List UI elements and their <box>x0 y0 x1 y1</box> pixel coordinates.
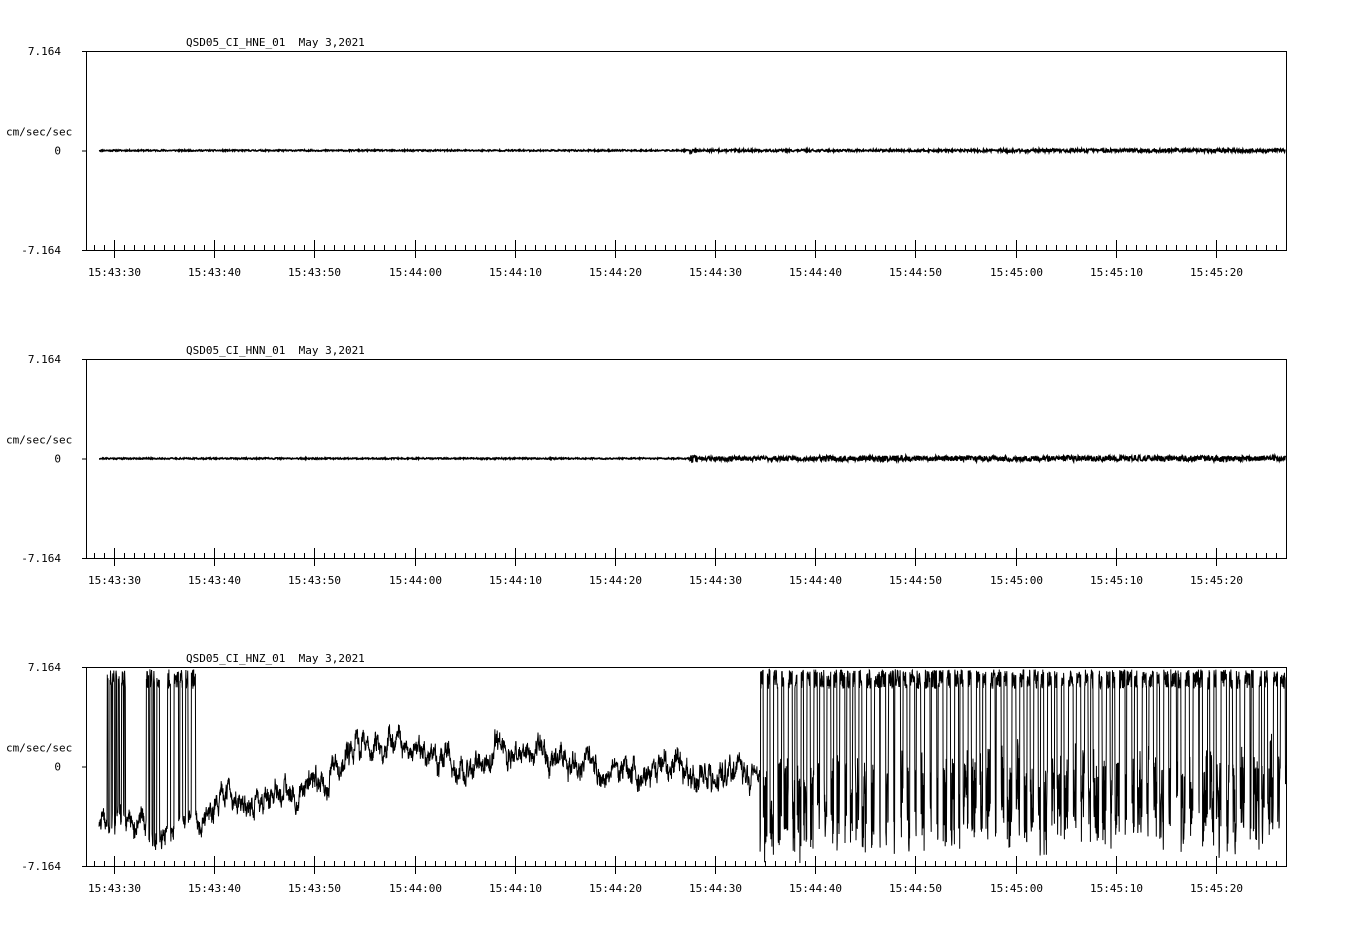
x-tick-label: 15:44:40 <box>789 574 842 587</box>
x-tick-label: 15:44:50 <box>889 266 942 279</box>
panel-title: QSD05_CI_HNE_01 May 3,2021 <box>186 36 365 49</box>
x-tick-label: 15:43:50 <box>288 574 341 587</box>
y-axis-label: cm/sec/sec <box>6 125 73 139</box>
y-axis-label: cm/sec/sec <box>6 741 73 755</box>
x-tick-label: 15:43:30 <box>88 882 141 895</box>
y-tick-label: -7.164 <box>21 552 61 565</box>
panel-1 <box>6 36 1287 279</box>
y-tick-label: 0 <box>54 760 61 774</box>
x-tick-label: 15:43:50 <box>288 266 341 279</box>
x-tick-label: 15:45:10 <box>1090 266 1143 279</box>
x-tick-label: 15:44:20 <box>589 266 642 279</box>
x-tick-label: 15:44:10 <box>489 574 542 587</box>
x-tick-label: 15:44:40 <box>789 266 842 279</box>
x-tick-label: 15:44:00 <box>389 574 442 587</box>
x-tick-label: 15:44:30 <box>689 574 742 587</box>
panel-3 <box>6 652 1287 895</box>
x-tick-label: 15:45:20 <box>1190 882 1243 895</box>
x-tick-label: 15:43:40 <box>188 882 241 895</box>
x-tick-label: 15:45:10 <box>1090 574 1143 587</box>
y-tick-label: -7.164 <box>21 244 61 257</box>
y-tick-label: -7.164 <box>21 860 61 873</box>
waveform-trace <box>99 456 1286 463</box>
x-tick-label: 15:44:00 <box>389 882 442 895</box>
x-tick-label: 15:43:50 <box>288 882 341 895</box>
x-tick-label: 15:44:30 <box>689 882 742 895</box>
x-tick-label: 15:45:00 <box>990 574 1043 587</box>
x-tick-label: 15:44:40 <box>789 882 842 895</box>
x-tick-label: 15:44:50 <box>889 882 942 895</box>
x-tick-label: 15:45:10 <box>1090 882 1143 895</box>
x-tick-label: 15:44:50 <box>889 574 942 587</box>
x-tick-label: 15:44:10 <box>489 266 542 279</box>
x-tick-label: 15:43:30 <box>88 574 141 587</box>
x-tick-label: 15:45:00 <box>990 266 1043 279</box>
x-tick-label: 15:44:20 <box>589 882 642 895</box>
waveform-trace <box>99 148 1286 154</box>
y-tick-label: 7.164 <box>27 353 61 366</box>
x-tick-label: 15:43:40 <box>188 266 241 279</box>
y-tick-label: 7.164 <box>27 661 61 674</box>
x-tick-label: 15:43:30 <box>88 266 141 279</box>
y-axis-label: cm/sec/sec <box>6 433 73 447</box>
x-tick-label: 15:45:00 <box>990 882 1043 895</box>
x-tick-label: 15:45:20 <box>1190 574 1243 587</box>
y-tick-label: 0 <box>54 452 61 466</box>
panel-2 <box>6 344 1287 587</box>
y-tick-label: 0 <box>54 144 61 158</box>
waveform-trace <box>99 669 1286 863</box>
x-tick-label: 15:44:20 <box>589 574 642 587</box>
x-tick-label: 15:44:10 <box>489 882 542 895</box>
x-tick-label: 15:45:20 <box>1190 266 1243 279</box>
x-tick-label: 15:44:30 <box>689 266 742 279</box>
x-tick-label: 15:43:40 <box>188 574 241 587</box>
panel-title: QSD05_CI_HNN_01 May 3,2021 <box>186 344 365 357</box>
y-tick-label: 7.164 <box>27 45 61 58</box>
x-tick-label: 15:44:00 <box>389 266 442 279</box>
panel-title: QSD05_CI_HNZ_01 May 3,2021 <box>186 652 365 665</box>
